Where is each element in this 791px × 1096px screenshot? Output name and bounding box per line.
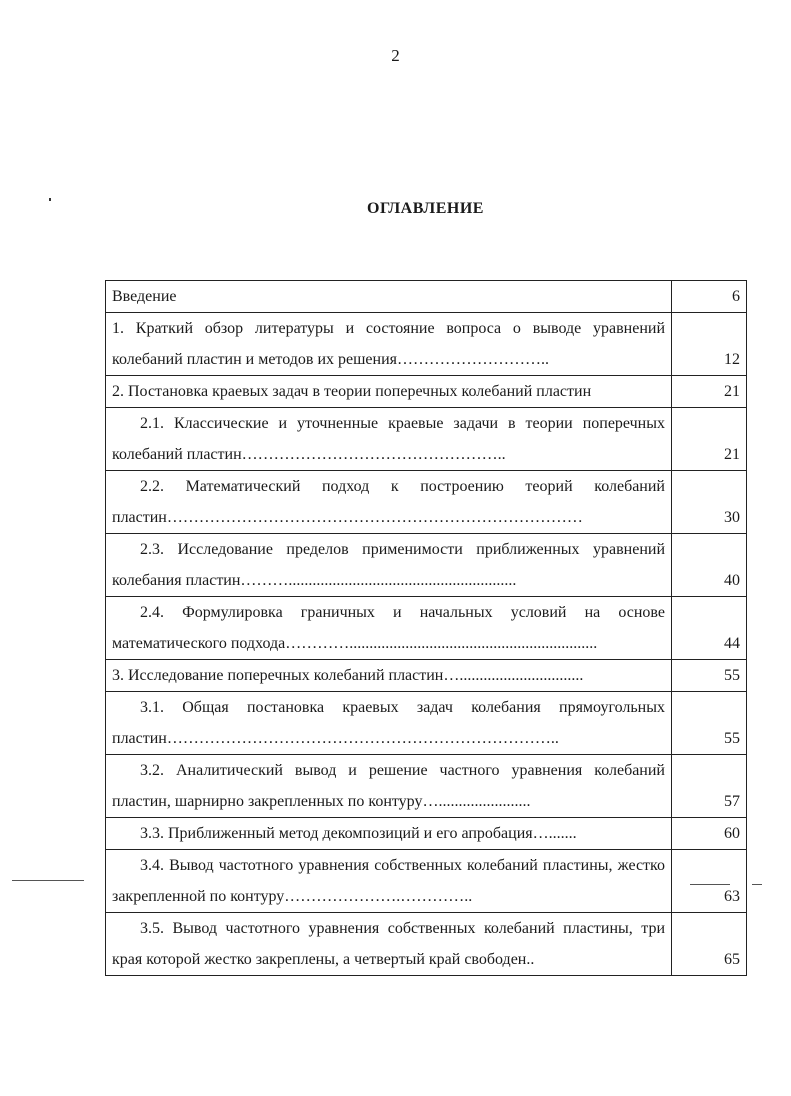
toc-row-intro[interactable] (106, 281, 747, 313)
toc-entry-text: Введение (106, 281, 672, 313)
toc-entry-text: 3.5. Вывод частотного уравнения собственных колебаний пластины, три края которой жестко закреплены, а четвертый край свободен.. (106, 913, 672, 976)
toc-row-2-1[interactable] (106, 408, 747, 471)
scan-artifact-line (12, 880, 84, 881)
toc-entry-text: 2.1. Классические и уточненные краевые задачи в теории поперечных колебаний пластин………………………………………….. (106, 408, 672, 471)
toc-entry-page: 57 (672, 755, 747, 818)
toc-entry-page: 21 (672, 376, 747, 408)
toc-row-3-5[interactable] (106, 913, 747, 976)
toc-entry-page: 12 (672, 313, 747, 376)
toc-row-3-2[interactable] (106, 755, 747, 818)
toc-entry-text: 2.4. Формулировка граничных и начальных условий на основе математического подхода………….............................................................. (106, 597, 672, 660)
toc-entry-page: 6 (672, 281, 747, 313)
toc-entry-page: 63 (672, 850, 747, 913)
toc-entry-page: 65 (672, 913, 747, 976)
toc-entry-text: 3.2. Аналитический вывод и решение частного уравнения колебаний пластин, шарнирно закрепленных по контуру…....................... (106, 755, 672, 818)
toc-title: ОГЛАВЛЕНИЕ (367, 200, 484, 217)
toc-row-3-4[interactable] (106, 850, 747, 913)
scan-artifact-line (752, 884, 762, 885)
toc-entry-text: 1. Краткий обзор литературы и состояние вопроса о выводе уравнений колебаний пластин и методов их решения……………………….. (106, 313, 672, 376)
toc-row-3-3[interactable] (106, 818, 747, 850)
toc-entry-text: 3.1. Общая постановка краевых задач колебания прямоугольных пластин……………………………………………………………….. (106, 692, 672, 755)
toc-entry-page: 30 (672, 471, 747, 534)
toc-row-3-1[interactable] (106, 692, 747, 755)
toc-entry-page: 21 (672, 408, 747, 471)
toc-entry-text: 2. Постановка краевых задач в теории поперечных колебаний пластин (106, 376, 672, 408)
toc-table (105, 280, 747, 976)
toc-entry-page: 40 (672, 534, 747, 597)
toc-entry-text: 2.2. Математический подход к построению теорий колебаний пластин…………………………………………………………………… (106, 471, 672, 534)
page-number: 2 (391, 46, 400, 65)
toc-entry-page: 55 (672, 660, 747, 692)
toc-row-2[interactable] (106, 376, 747, 408)
toc-entry-text: 2.3. Исследование пределов применимости приближенных уравнений колебания пластин………......................................................... (106, 534, 672, 597)
toc-entry-page: 44 (672, 597, 747, 660)
toc-row-2-4[interactable] (106, 597, 747, 660)
toc-entry-text: 3.4. Вывод частотного уравнения собственных колебаний пластины, жестко закрепленной по контуру………………….………….. (106, 850, 672, 913)
scan-artifact-line (690, 884, 730, 885)
toc-entry-page: 55 (672, 692, 747, 755)
toc-row-1[interactable] (106, 313, 747, 376)
toc-row-2-2[interactable] (106, 471, 747, 534)
toc-entry-text: 3.3. Приближенный метод декомпозиций и его апробация…....... (106, 818, 672, 850)
toc-row-3[interactable] (106, 660, 747, 692)
toc-entry-page: 60 (672, 818, 747, 850)
toc-entry-text: 3. Исследование поперечных колебаний пластин…............................... (106, 660, 672, 692)
toc-row-2-3[interactable] (106, 534, 747, 597)
